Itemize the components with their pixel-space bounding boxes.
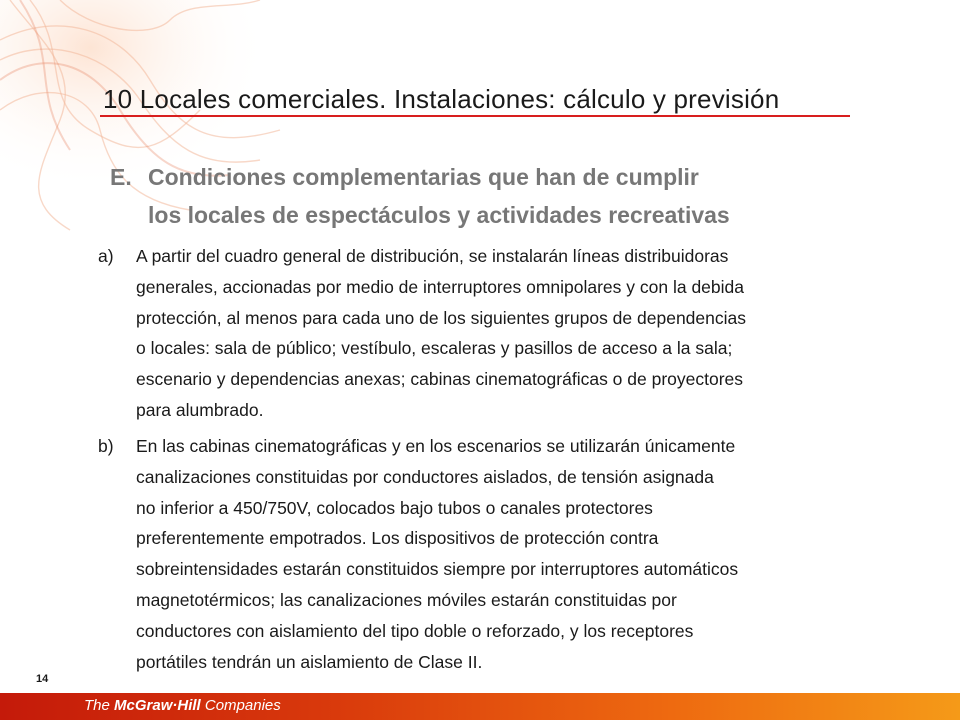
paragraph-line: canalizaciones constituidas por conductores aislados, de tensión asignada xyxy=(136,466,714,487)
list-marker: a) xyxy=(98,246,114,266)
logo-prefix: The xyxy=(84,697,115,714)
paragraph-line: no inferior a 450/750V, colocados bajo tubos o canales protectores xyxy=(136,497,653,518)
paragraph-line: conductores con aislamiento del tipo doble o reforzado, y los receptores xyxy=(136,620,694,641)
paragraph-a xyxy=(98,241,746,426)
paragraph-line: generales, accionadas por medio de interruptores omnipolares y con la debida xyxy=(136,276,745,297)
paragraph-line: portátiles tendrán un aislamiento de Clase II. xyxy=(136,651,483,672)
paragraph-line: protección, al menos para cada uno de los siguientes grupos de dependencias xyxy=(136,307,746,328)
paragraph-line: A partir del cuadro general de distribución, se instalarán líneas distribuidoras xyxy=(136,246,729,266)
section-heading xyxy=(110,158,730,234)
publisher-logo xyxy=(84,697,281,714)
paragraph-line: preferentemente empotrados. Los dispositivos de protección contra xyxy=(136,528,659,549)
section-heading-line: los locales de espectáculos y actividades recreativas xyxy=(148,202,730,228)
paragraph-line: para alumbrado. xyxy=(136,399,264,420)
paragraph-line: o locales: sala de público; vestíbulo, escaleras y pasillos de acceso a la sala; xyxy=(136,338,733,359)
paragraph-b xyxy=(98,431,738,677)
title-underline-divider xyxy=(100,115,850,117)
paragraph-line: En las cabinas cinematográficas y en los escenarios se utilizarán únicamente xyxy=(136,436,736,456)
logo-brand: McGraw·Hill xyxy=(114,697,201,714)
paragraph-line: sobreintensidades estarán constituidos siempre por interruptores automáticos xyxy=(136,559,739,580)
section-heading-line: Condiciones complementarias que han de cumplir xyxy=(148,164,699,190)
paragraph-line: magnetotérmicos; las canalizaciones móviles estarán constituidas por xyxy=(136,589,677,610)
page-number: 14 xyxy=(36,673,49,685)
section-letter: E. xyxy=(110,164,132,190)
slide-title: 10 Locales comerciales. Instalaciones: cálculo y previsión xyxy=(103,84,780,114)
list-marker: b) xyxy=(98,436,114,456)
paragraph-line: escenario y dependencias anexas; cabinas cinematográficas o de proyectores xyxy=(136,369,744,390)
logo-suffix: Companies xyxy=(200,697,281,714)
